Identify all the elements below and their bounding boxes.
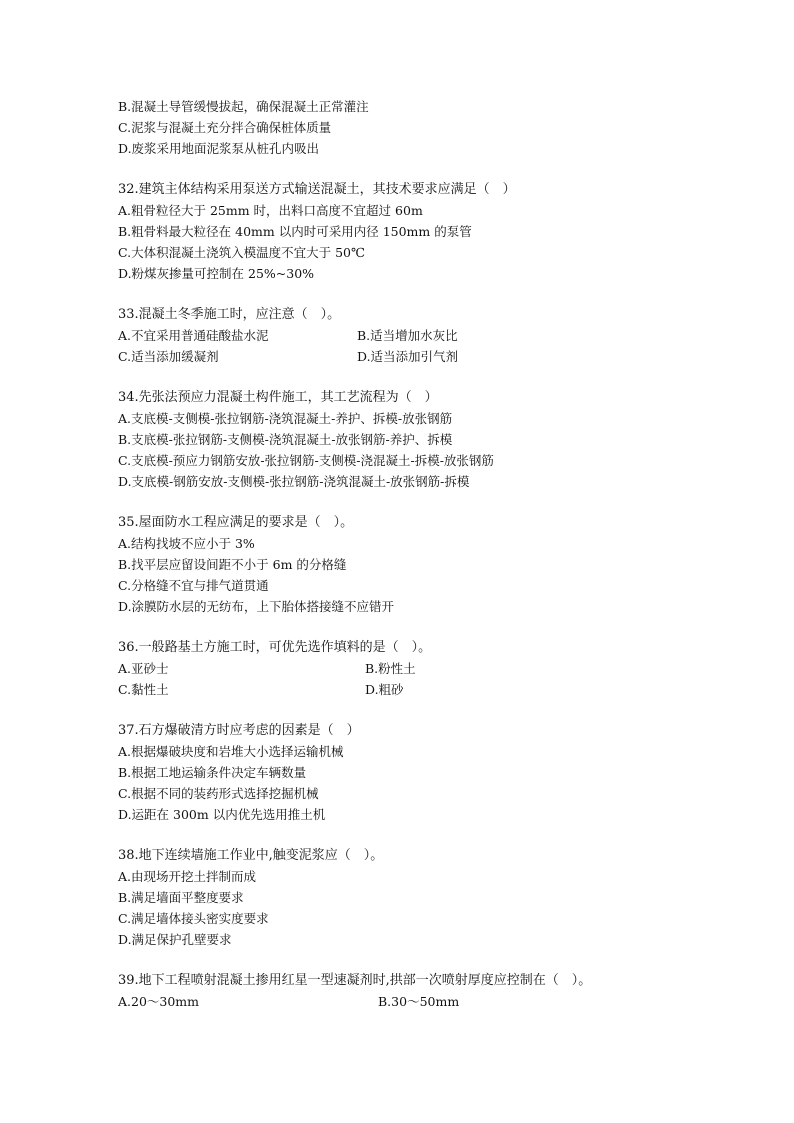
q38-option-a: A.由现场开挖土拌制而成	[118, 869, 257, 884]
q33-option-c: C.适当添加缓凝剂	[118, 349, 219, 364]
q39-option-a: A.20～30mm	[118, 994, 200, 1009]
q37-option-a: A.根据爆破块度和岩堆大小选择运输机械	[118, 744, 344, 759]
q35-option-d: D.涂膜防水层的无纺布，上下胎体搭接缝不应错开	[118, 599, 395, 614]
q38-stem: 38.地下连续墙施工作业中,触变泥浆应（ ）。	[118, 848, 384, 863]
q32-stem: 32.建筑主体结构采用泵送方式输送混凝土，其技术要求应满足（ ）	[118, 182, 516, 197]
q36-option-d: D.粗砂	[365, 682, 404, 697]
q32-option-a: A.粗骨粒径大于 25mm 时，出料口高度不宜超过 60m	[118, 203, 423, 218]
q32-option-d: D.粉煤灰掺量可控制在 25%~30%	[118, 266, 315, 281]
q34-option-c: C.支底模-预应力钢筋安放-张拉钢筋-支侧模-浇混凝土-拆模-放张钢筋	[118, 453, 494, 468]
q33-option-d: D.适当添加引气剂	[357, 349, 459, 364]
q31-option-b: B.混凝土导管缓慢拔起，确保混凝土正常灌注	[118, 99, 369, 114]
q32-option-c: C.大体积混凝土浇筑入模温度不宜大于 50℃	[118, 245, 365, 260]
q36-option-a: A.亚砂士	[118, 661, 169, 676]
q34-option-d: D.支底模-钢筋安放-支侧模-张拉钢筋-浇筑混凝土-放张钢筋-拆模	[118, 474, 470, 489]
q36-stem: 36.一般路基土方施工时，可优先选作填料的是（ ）。	[118, 640, 432, 655]
q39-option-b: B.30～50mm	[378, 994, 460, 1009]
q34-option-a: A.支底模-支侧模-张拉钢筋-浇筑混凝土-养护、拆模-放张钢筋	[118, 411, 453, 426]
q37-option-b: B.根据工地运输条件决定车辆数量	[118, 765, 307, 780]
q38-option-d: D.满足保护孔壁要求	[118, 932, 232, 947]
q38-option-c: C.满足墙体接头密实度要求	[118, 911, 269, 926]
q37-option-c: C.根据不同的装药形式选择挖掘机械	[118, 786, 319, 801]
q37-option-d: D.运距在 300m 以内优先选用推土机	[118, 807, 326, 822]
q36-option-c: C.黏性土	[118, 682, 169, 697]
q33-stem: 33.混凝土冬季施工时，应注意（ ）。	[118, 307, 341, 322]
q35-option-a: A.结构找坡不应小于 3%	[118, 536, 255, 551]
q32-option-b: B.粗骨料最大粒径在 40mm 以内时可采用内径 150mm 的泵管	[118, 224, 472, 239]
q34-stem: 34.先张法预应力混凝土构件施工，其工艺流程为（ ）	[118, 390, 438, 405]
q35-option-b: B.找平层应留设间距不小于 6m 的分格缝	[118, 557, 347, 572]
q33-option-a: A.不宜采用普通硅酸盐水泥	[118, 328, 269, 343]
q34-option-b: B.支底模-张拉钢筋-支侧模-浇筑混凝土-放张钢筋-养护、拆模	[118, 432, 453, 447]
q31-option-c: C.泥浆与混凝土充分拌合确保桩体质量	[118, 120, 332, 135]
q39-stem: 39.地下工程喷射混凝土掺用红星一型速凝剂时,拱部一次喷射厚度应控制在（ ）。	[118, 973, 592, 988]
q36-option-b: B.粉性土	[365, 661, 416, 676]
q37-stem: 37.石方爆破清方时应考虑的因素是（ ）	[118, 723, 360, 738]
q35-option-c: C.分格缝不宜与排气道贯通	[118, 578, 269, 593]
q33-option-b: B.适当增加水灰比	[357, 328, 458, 343]
q38-option-b: B.满足墙面平整度要求	[118, 890, 244, 905]
q31-option-d: D.废浆采用地面泥浆泵从桩孔内吸出	[118, 141, 320, 156]
q35-stem: 35.屋面防水工程应满足的要求是（ ）。	[118, 515, 354, 530]
